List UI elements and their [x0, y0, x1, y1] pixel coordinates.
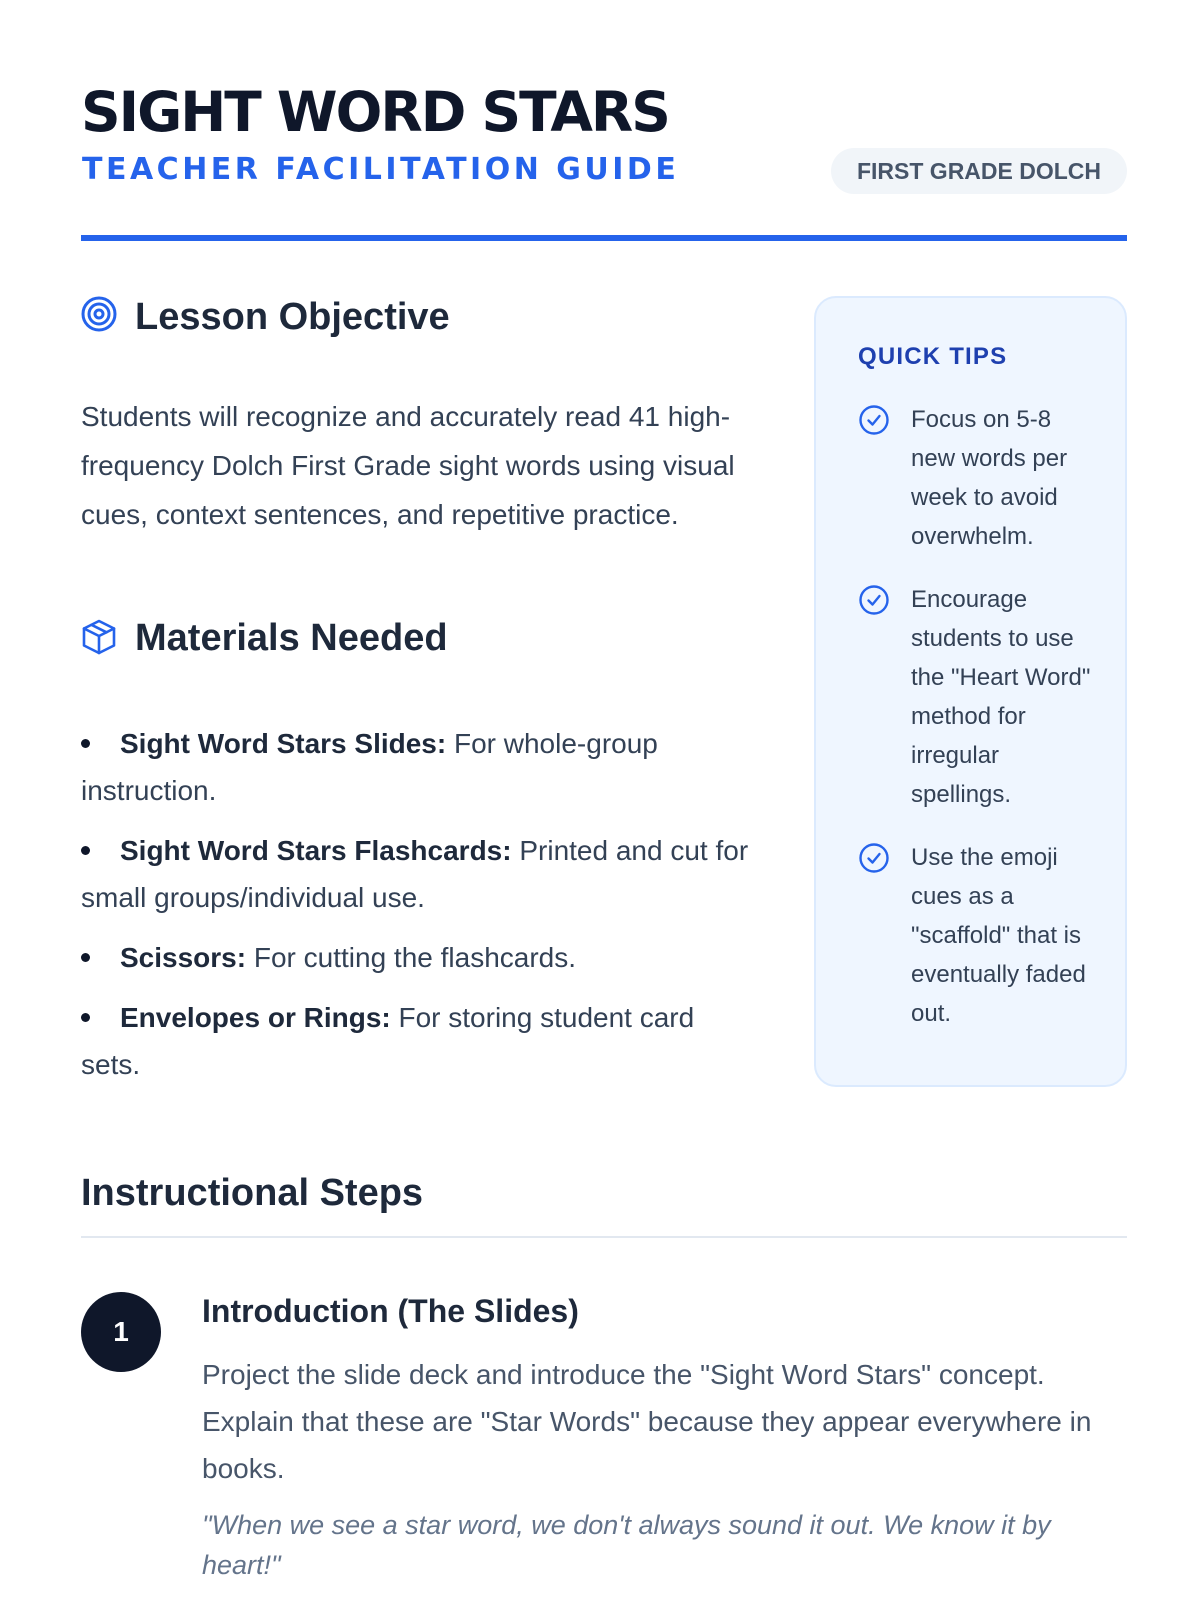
material-name: Sight Word Stars Flashcards: — [120, 835, 512, 866]
material-description: For whole-group instruction. — [81, 728, 658, 806]
header-divider — [81, 235, 1127, 241]
bullet-icon — [81, 846, 90, 855]
objective-text: Students will recognize and accurately read 41 high-frequency Dolch First Grade sight words using visual cues, context sentences, and repetitive practice. — [81, 401, 735, 530]
box-icon — [80, 617, 120, 657]
materials-item — [81, 994, 761, 1088]
target-icon — [80, 295, 120, 335]
step-text: Project the slide deck and introduce the "Sight Word Stars" concept. Explain that these are "Star Words" because they appear everywhere in books. — [202, 1359, 1092, 1484]
material-name: Envelopes or Rings: — [120, 1002, 391, 1033]
tip-text: Encourage students to use the "Heart Word" method for irregular spellings. — [911, 586, 1091, 808]
tip-text: Use the emoji cues as a "scaffold" that is eventually faded out. — [911, 844, 1086, 1027]
steps-heading: Instructional Steps — [81, 1172, 424, 1214]
check-circle-icon — [858, 842, 890, 874]
bullet-icon — [81, 739, 90, 748]
material-description: For cutting the flashcards. — [253, 942, 577, 973]
page-title: SIGHT WORD STARS — [81, 80, 669, 144]
material-name: Scissors: — [120, 942, 247, 973]
material-description: For storing student card sets. — [81, 1002, 695, 1080]
materials-list — [81, 720, 761, 1101]
bullet-icon — [81, 1013, 90, 1022]
materials-item — [81, 827, 761, 921]
step-quote: "When we see a star word, we don't always sound it out. We know it by heart!" — [202, 1510, 1051, 1580]
material-name: Sight Word Stars Slides: — [120, 728, 447, 759]
page-subtitle: TEACHER FACILITATION GUIDE — [82, 152, 680, 187]
step-number-badge: 1 — [81, 1292, 161, 1372]
tip-text: Focus on 5-8 new words per week to avoid overwhelm. — [911, 406, 1068, 550]
steps-divider — [81, 1236, 1127, 1238]
step-title: Introduction (The Slides) — [202, 1293, 579, 1329]
bullet-icon — [81, 953, 90, 962]
objective-heading: Lesson Objective — [135, 296, 450, 338]
check-circle-icon — [858, 584, 890, 616]
materials-item — [81, 934, 761, 981]
material-description: Printed and cut for small groups/individual use. — [81, 835, 749, 913]
materials-item — [81, 720, 761, 814]
check-circle-icon — [858, 404, 890, 436]
quick-tips-panel — [814, 296, 1127, 1087]
materials-heading: Materials Needed — [135, 617, 448, 659]
grade-badge: FIRST GRADE DOLCH — [831, 148, 1127, 194]
quick-tips-title: QUICK TIPS — [858, 343, 1008, 370]
